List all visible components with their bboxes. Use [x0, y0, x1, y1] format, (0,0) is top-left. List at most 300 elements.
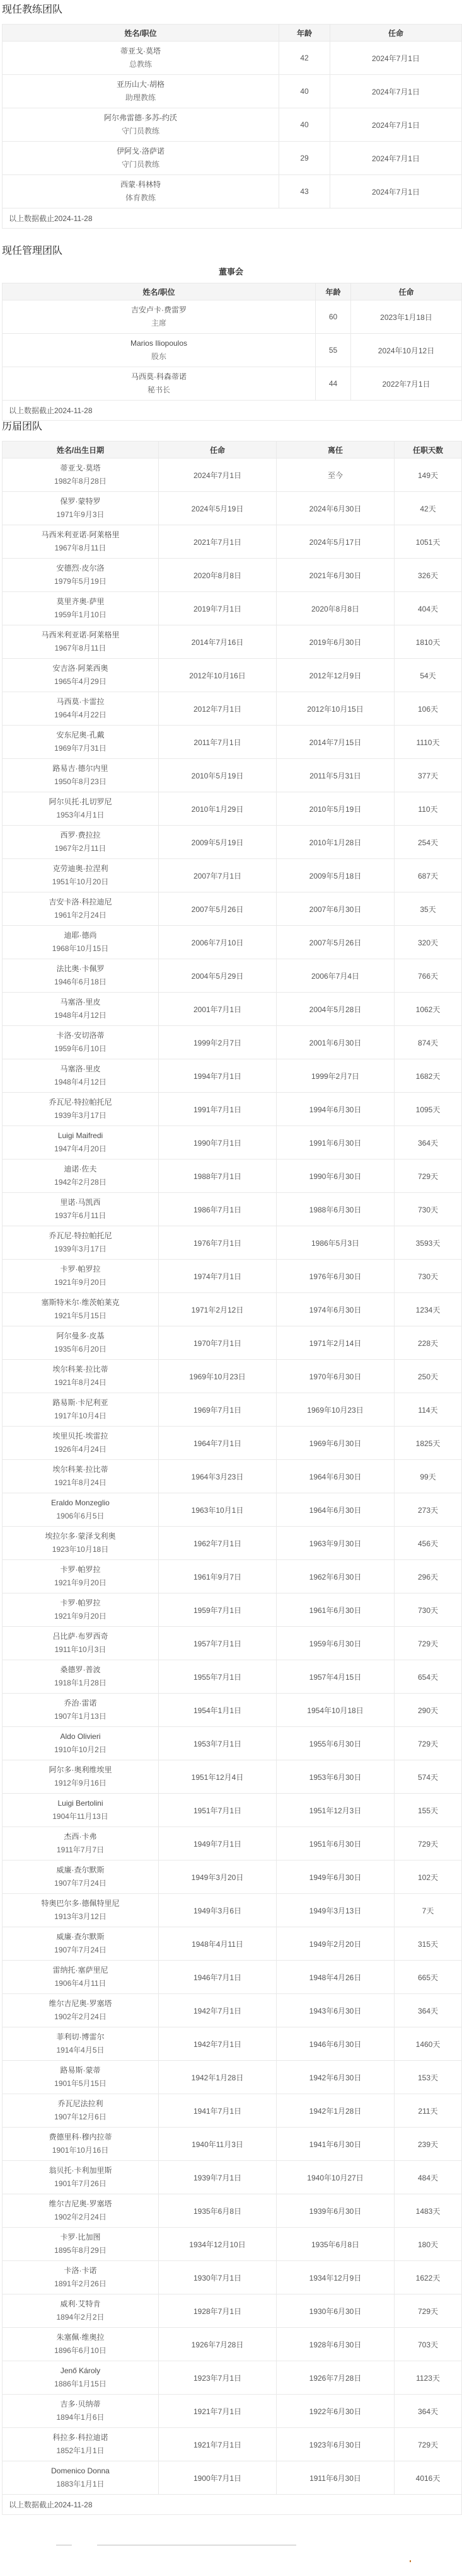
appointed-cell: 2007年5月26日 [159, 892, 277, 926]
name-cell [3, 334, 316, 367]
person-name: 迪耶·德尚 [64, 931, 97, 940]
days-cell: 729天 [395, 1827, 462, 1861]
col-header-departed: 离任 [277, 442, 395, 459]
person-subline: 1935年6月20日 [54, 1345, 107, 1354]
left-cell: 1963年9月30日 [277, 1527, 395, 1560]
left-cell: 2011年5月31日 [277, 759, 395, 792]
name-cell [3, 792, 159, 826]
days-cell: 153天 [395, 2061, 462, 2094]
age-cell: 44 [316, 367, 351, 401]
appointed-cell: 2001年7月1日 [159, 993, 277, 1026]
left-cell: 1939年6月30日 [277, 2194, 395, 2228]
name-cell [3, 1360, 159, 1393]
days-cell: 1682天 [395, 1059, 462, 1093]
days-cell: 110天 [395, 792, 462, 826]
name-cell [3, 2061, 159, 2094]
person-subline: 1967年8月11日 [54, 644, 107, 653]
table-row [3, 108, 462, 142]
appointed-cell: 1953年7月1日 [159, 1727, 277, 1760]
person-name: 里诺·马凯西 [60, 1198, 101, 1207]
person-subline: 1912年9月16日 [54, 1779, 107, 1787]
management-footer-row [3, 401, 462, 421]
appointed-cell: 2024年7月1日 [330, 42, 462, 75]
person-subline: 1982年8月28日 [54, 477, 107, 486]
appointed-cell: 1948年4月11日 [159, 1927, 277, 1961]
appointed-cell: 1923年7月1日 [159, 2361, 277, 2395]
name-cell [3, 1427, 159, 1460]
person-name: Domenico Donna [51, 2466, 110, 2475]
table-row [3, 42, 462, 75]
person-subline: 1886年1月15日 [54, 2379, 107, 2388]
person-name: 特奥巴尔多·德佩特里尼 [41, 1899, 120, 1908]
person-name: 维尔吉尼奥·罗塞塔 [49, 1999, 112, 2008]
table-row [3, 2461, 462, 2495]
table-row [3, 1026, 462, 1059]
coaching-header-row [3, 25, 462, 42]
left-cell: 1935年6月8日 [277, 2228, 395, 2261]
appointed-cell: 1942年7月1日 [159, 1994, 277, 2027]
person-name: 阿尔弗雷德·多苏-约沃 [104, 113, 177, 122]
appointed-cell: 1949年3月6日 [159, 1894, 277, 1927]
appointed-cell: 2024年7月1日 [330, 142, 462, 175]
appointed-cell: 2024年10月12日 [351, 334, 462, 367]
person-name: 费德里科·穆内拉蒂 [49, 2133, 112, 2141]
person-name: 维尔吉尼奥·罗塞塔 [49, 2199, 112, 2208]
name-cell [3, 592, 159, 625]
left-cell: 1959年6月30日 [277, 1627, 395, 1660]
history-footer-row [3, 2495, 462, 2515]
person-name: 安德烈·皮尔洛 [56, 564, 105, 573]
col-header-name-birthdate: 姓名/出生日期 [3, 442, 159, 459]
table-row [3, 1160, 462, 1193]
management-header-row [3, 283, 462, 300]
name-cell [3, 926, 159, 959]
name-cell [3, 625, 159, 659]
person-subline: 秘书长 [147, 385, 170, 394]
table-row [3, 2161, 462, 2194]
person-subline: 1965年4月29日 [54, 677, 107, 686]
person-subline: 1948年4月12日 [54, 1011, 107, 1020]
col-header-name-position: 姓名/职位 [3, 25, 279, 42]
person-subline: 1894年2月2日 [56, 2313, 105, 2322]
left-cell: 1951年12月3日 [277, 1794, 395, 1827]
person-name: 伊阿戈·洛萨诺 [117, 147, 165, 156]
days-cell: 766天 [395, 959, 462, 993]
person-subline: 1907年12月6日 [54, 2112, 107, 2121]
table-row [3, 559, 462, 592]
person-name: 法比奥·卡佩罗 [56, 964, 105, 973]
name-cell [3, 1493, 159, 1527]
left-cell: 1941年6月30日 [277, 2128, 395, 2161]
table-row [3, 2094, 462, 2128]
appointed-cell: 2023年1月18日 [351, 300, 462, 334]
appointed-cell: 1941年7月1日 [159, 2094, 277, 2128]
person-subline: 1947年4月20日 [54, 1144, 107, 1153]
page-bottom-area [1, 2515, 461, 2565]
table-row [3, 1293, 462, 1326]
name-cell [3, 2361, 159, 2395]
table-row [3, 993, 462, 1026]
person-subline: 1907年7月24日 [54, 1946, 107, 1954]
left-cell: 2001年6月30日 [277, 1026, 395, 1059]
name-cell [3, 1226, 159, 1260]
table-row [3, 959, 462, 993]
age-cell: 60 [316, 300, 351, 334]
name-cell [3, 1193, 159, 1226]
appointed-cell: 2009年5月19日 [159, 826, 277, 859]
left-cell: 2007年5月26日 [277, 926, 395, 959]
left-cell: 2024年6月30日 [277, 492, 395, 525]
history-table-body [3, 459, 462, 2495]
person-name: 路易吉·德尔内里 [52, 764, 108, 773]
appointed-cell: 1971年2月12日 [159, 1293, 277, 1326]
name-cell [3, 2228, 159, 2261]
days-cell: 7天 [395, 1894, 462, 1927]
left-cell: 1911年6月30日 [277, 2461, 395, 2495]
days-cell: 3593天 [395, 1226, 462, 1260]
person-name: 阿尔贝托·扎切罗尼 [49, 797, 112, 806]
left-cell: 至今 [277, 459, 395, 492]
appointed-cell: 1999年2月7日 [159, 1026, 277, 1059]
name-cell [3, 1026, 159, 1059]
left-cell: 1946年6月30日 [277, 2027, 395, 2061]
left-cell: 1926年7月28日 [277, 2361, 395, 2395]
person-subline: 1895年8月29日 [54, 2246, 107, 2255]
history-table [2, 441, 462, 2515]
person-subline: 1913年3月12日 [54, 1912, 107, 1921]
appointed-cell: 2024年7月1日 [330, 175, 462, 208]
person-subline: 1967年2月11日 [54, 844, 107, 853]
person-subline: 1969年7月31日 [54, 744, 107, 753]
person-subline: 1921年9月20日 [54, 1578, 107, 1587]
person-subline: 1910年10月2日 [54, 1745, 107, 1754]
name-cell [3, 1760, 159, 1794]
section-title-history: 历届团队 [2, 421, 43, 432]
appointed-cell: 1974年7月1日 [159, 1260, 277, 1293]
table-row [3, 1627, 462, 1660]
days-cell: 114天 [395, 1393, 462, 1427]
table-row [3, 2027, 462, 2061]
divider-line-short [56, 2545, 72, 2546]
person-name: 阿尔多·奥利维埃里 [49, 1765, 112, 1774]
name-cell [3, 1827, 159, 1861]
history-header-row [3, 442, 462, 459]
table-row [3, 1827, 462, 1861]
appointed-cell: 2022年7月1日 [351, 367, 462, 401]
appointed-cell: 1990年7月1日 [159, 1126, 277, 1160]
name-cell [3, 826, 159, 859]
days-cell: 54天 [395, 659, 462, 692]
left-cell: 2009年5月18日 [277, 859, 395, 892]
days-cell: 296天 [395, 1560, 462, 1593]
days-cell: 102天 [395, 1861, 462, 1894]
left-cell: 2006年7月4日 [277, 959, 395, 993]
name-cell [3, 959, 159, 993]
person-subline: 1921年9月20日 [54, 1612, 107, 1621]
appointed-cell: 1969年7月1日 [159, 1393, 277, 1427]
person-subline: 1961年2月24日 [54, 911, 107, 920]
person-subline: 总教练 [129, 60, 152, 69]
person-name: 克劳迪奥·拉涅利 [52, 864, 108, 873]
left-cell: 1994年6月30日 [277, 1093, 395, 1126]
person-name: 菲利切·博雷尔 [56, 2032, 105, 2041]
table-row [3, 2061, 462, 2094]
person-subline: 1959年6月10日 [54, 1044, 107, 1053]
left-cell: 1948年4月26日 [277, 1961, 395, 1994]
appointed-cell: 1962年7月1日 [159, 1527, 277, 1560]
person-name: 吉多·贝纳蒂 [60, 2400, 101, 2408]
appointed-cell: 2014年7月16日 [159, 625, 277, 659]
days-cell: 1825天 [395, 1427, 462, 1460]
person-subline: 股东 [151, 352, 166, 361]
left-cell: 1940年10月27日 [277, 2161, 395, 2194]
name-cell [3, 108, 279, 142]
table-row [3, 2294, 462, 2328]
person-name: 保罗·蒙特罗 [60, 497, 101, 506]
name-cell [3, 1126, 159, 1160]
name-cell [3, 1393, 159, 1427]
name-cell [3, 1861, 159, 1894]
days-cell: 228天 [395, 1326, 462, 1360]
name-cell [3, 726, 159, 759]
left-cell: 1951年6月30日 [277, 1827, 395, 1861]
person-subline: 1894年1月6日 [56, 2413, 105, 2422]
person-name: 乔治·雷诺 [64, 1699, 97, 1707]
person-name: 亚历山大·胡格 [117, 80, 165, 89]
days-cell: 1810天 [395, 625, 462, 659]
appointed-cell: 1942年1月28日 [159, 2061, 277, 2094]
name-cell [3, 859, 159, 892]
person-name: 威利·艾特肯 [60, 2300, 101, 2308]
person-subline: 1902年2月24日 [54, 2012, 107, 2021]
person-subline: 1951年10月20日 [52, 877, 109, 886]
name-cell [3, 459, 159, 492]
person-name: Aldo Olivieri [60, 1732, 101, 1741]
management-table [2, 283, 462, 421]
appointed-cell: 2024年7月1日 [159, 459, 277, 492]
days-cell: 1062天 [395, 993, 462, 1026]
data-cutoff-note: 以上数据截止2024-11-28 [3, 2495, 462, 2515]
days-cell: 35天 [395, 892, 462, 926]
left-cell: 1999年2月7日 [277, 1059, 395, 1093]
person-name: 蒂亚戈·莫塔 [120, 47, 161, 55]
appointed-cell: 1928年7月1日 [159, 2294, 277, 2328]
left-cell: 1949年6月30日 [277, 1861, 395, 1894]
person-name: 马塞洛·里皮 [60, 1064, 101, 1073]
name-cell [3, 1794, 159, 1827]
col-header-appointed: 任命 [159, 442, 277, 459]
person-name: 蒂亚戈·莫塔 [60, 464, 101, 472]
left-cell: 1930年6月30日 [277, 2294, 395, 2328]
person-name: 塞斯特米尔·维茨帕莱克 [41, 1298, 120, 1307]
left-cell: 1964年6月30日 [277, 1493, 395, 1527]
person-subline: 1917年10月4日 [54, 1411, 107, 1420]
person-name: 埃拉尔多·蒙泽戈利奥 [45, 1532, 116, 1541]
person-subline: 1939年3月17日 [54, 1111, 107, 1120]
name-cell [3, 759, 159, 792]
person-name: 翁贝托·卡利加里斯 [49, 2166, 112, 2175]
table-row [3, 1593, 462, 1627]
days-cell: 273天 [395, 1493, 462, 1527]
person-subline: 1921年8月24日 [54, 1478, 107, 1487]
person-name: 阿尔曼多·皮基 [56, 1331, 105, 1340]
coaching-table-body [3, 42, 462, 208]
days-cell: 364天 [395, 1126, 462, 1160]
col-header-age: 年龄 [279, 25, 330, 42]
stray-pixel-artifact [410, 2560, 411, 2562]
appointed-cell: 2007年7月1日 [159, 859, 277, 892]
name-cell [3, 1059, 159, 1093]
days-cell: 1095天 [395, 1093, 462, 1126]
days-cell: 730天 [395, 1593, 462, 1627]
left-cell: 1954年10月18日 [277, 1694, 395, 1727]
data-cutoff-note: 以上数据截止2024-11-28 [3, 401, 462, 421]
age-cell: 40 [279, 75, 330, 108]
person-name: 卡洛·安切洛蒂 [56, 1031, 105, 1040]
table-row [3, 525, 462, 559]
appointed-cell: 1961年9月7日 [159, 1560, 277, 1593]
person-name: Eraldo Monzeglio [51, 1498, 110, 1507]
left-cell: 2012年10月15日 [277, 692, 395, 726]
appointed-cell: 2021年7月1日 [159, 525, 277, 559]
name-cell [3, 525, 159, 559]
table-row [3, 659, 462, 692]
days-cell: 106天 [395, 692, 462, 726]
col-header-name-position: 姓名/职位 [3, 283, 316, 300]
age-cell: 29 [279, 142, 330, 175]
name-cell [3, 659, 159, 692]
appointed-cell: 1964年7月1日 [159, 1427, 277, 1460]
left-cell: 1949年3月13日 [277, 1894, 395, 1927]
person-subline: 1948年4月12日 [54, 1078, 107, 1086]
person-subline: 助理教练 [125, 93, 156, 102]
person-name: 马西莫·科森蒂诺 [131, 372, 187, 381]
table-row [3, 1961, 462, 1994]
left-cell: 1943年6月30日 [277, 1994, 395, 2027]
person-name: 科拉多·科拉迪诺 [52, 2433, 108, 2442]
appointed-cell: 1900年7月1日 [159, 2461, 277, 2495]
days-cell: 729天 [395, 2294, 462, 2328]
person-subline: 1971年9月3日 [56, 510, 105, 519]
days-cell: 456天 [395, 1527, 462, 1560]
person-subline: 1968年10月15日 [52, 944, 109, 953]
appointed-cell: 1951年7月1日 [159, 1794, 277, 1827]
person-name: 埃尔科莱·拉比蒂 [52, 1365, 108, 1374]
person-subline: 1907年1月13日 [54, 1712, 107, 1721]
appointed-cell: 1921年7月1日 [159, 2428, 277, 2461]
left-cell: 2020年8月8日 [277, 592, 395, 625]
person-name: 马西米利亚诺·阿莱格里 [41, 630, 120, 639]
days-cell: 1110天 [395, 726, 462, 759]
table-row [3, 334, 462, 367]
left-cell: 1961年6月30日 [277, 1593, 395, 1627]
appointed-cell: 1963年10月1日 [159, 1493, 277, 1527]
appointed-cell: 1994年7月1日 [159, 1059, 277, 1093]
person-subline: 1906年4月11日 [54, 1979, 107, 1988]
coaching-table [2, 24, 462, 229]
person-subline: 1901年10月16日 [52, 2146, 109, 2155]
table-row [3, 1894, 462, 1927]
person-subline: 1914年4月5日 [56, 2046, 105, 2055]
person-name: 莫里齐奥·萨里 [56, 597, 105, 606]
person-subline: 1907年7月24日 [54, 1879, 107, 1888]
left-cell: 1991年6月30日 [277, 1126, 395, 1160]
person-subline: 1896年6月10日 [54, 2346, 107, 2355]
col-header-appointed: 任命 [330, 25, 462, 42]
days-cell: 729天 [395, 1627, 462, 1660]
table-row [3, 2128, 462, 2161]
name-cell [3, 1961, 159, 1994]
appointed-cell: 1957年7月1日 [159, 1627, 277, 1660]
table-row [3, 1326, 462, 1360]
appointed-cell: 2004年5月29日 [159, 959, 277, 993]
person-subline: 1964年4月22日 [54, 710, 107, 719]
person-name: 迪诺·佐夫 [64, 1165, 97, 1173]
name-cell [3, 1560, 159, 1593]
table-row [3, 2328, 462, 2361]
person-subline: 1937年6月11日 [54, 1211, 107, 1220]
table-row [3, 1226, 462, 1260]
section-title-current-coaching: 现任教练团队 [2, 4, 63, 15]
person-name: 威廉·查尔默斯 [56, 1932, 105, 1941]
days-cell: 377天 [395, 759, 462, 792]
person-subline: 1891年2月26日 [54, 2279, 107, 2288]
appointed-cell: 1949年3月20日 [159, 1861, 277, 1894]
person-name: 吕比萨·布罗西奇 [52, 1632, 108, 1641]
name-cell [3, 142, 279, 175]
days-cell: 484天 [395, 2161, 462, 2194]
left-cell: 1969年10月23日 [277, 1393, 395, 1427]
name-cell [3, 2395, 159, 2428]
col-header-days-in-role: 任职天数 [395, 442, 462, 459]
table-row [3, 1794, 462, 1827]
appointed-cell: 1921年7月1日 [159, 2395, 277, 2428]
person-name: 西蒙·科林特 [120, 180, 161, 189]
person-subline: 守门员教练 [121, 127, 159, 135]
person-subline: 1959年1月10日 [54, 610, 107, 619]
left-cell: 1928年6月30日 [277, 2328, 395, 2361]
table-row [3, 1694, 462, 1727]
person-name: 杰西·卡弗 [64, 1832, 97, 1841]
table-row [3, 300, 462, 334]
name-cell [3, 2328, 159, 2361]
appointed-cell: 1946年7月1日 [159, 1961, 277, 1994]
section-title-current-management: 现任管理团队 [2, 246, 63, 256]
left-cell: 1942年1月28日 [277, 2094, 395, 2128]
appointed-cell: 2011年7月1日 [159, 726, 277, 759]
left-cell: 1970年6月30日 [277, 1360, 395, 1393]
person-name: 马塞洛·里皮 [60, 998, 101, 1006]
left-cell: 2010年5月19日 [277, 792, 395, 826]
left-cell: 1949年2月20日 [277, 1927, 395, 1961]
left-cell: 2012年12月9日 [277, 659, 395, 692]
divider-line-long [97, 2545, 296, 2546]
name-cell [3, 2294, 159, 2328]
days-cell: 290天 [395, 1694, 462, 1727]
table-row [3, 826, 462, 859]
appointed-cell: 1930年7月1日 [159, 2261, 277, 2294]
person-name: 吉安卡洛·科拉迪尼 [49, 898, 112, 906]
table-row [3, 75, 462, 108]
name-cell [3, 1660, 159, 1694]
table-row [3, 1760, 462, 1794]
name-cell [3, 1160, 159, 1193]
days-cell: 1460天 [395, 2027, 462, 2061]
days-cell: 730天 [395, 1193, 462, 1226]
person-name: Luigi Maifredi [57, 1131, 103, 1140]
appointed-cell: 1926年7月28日 [159, 2328, 277, 2361]
table-row [3, 1727, 462, 1760]
